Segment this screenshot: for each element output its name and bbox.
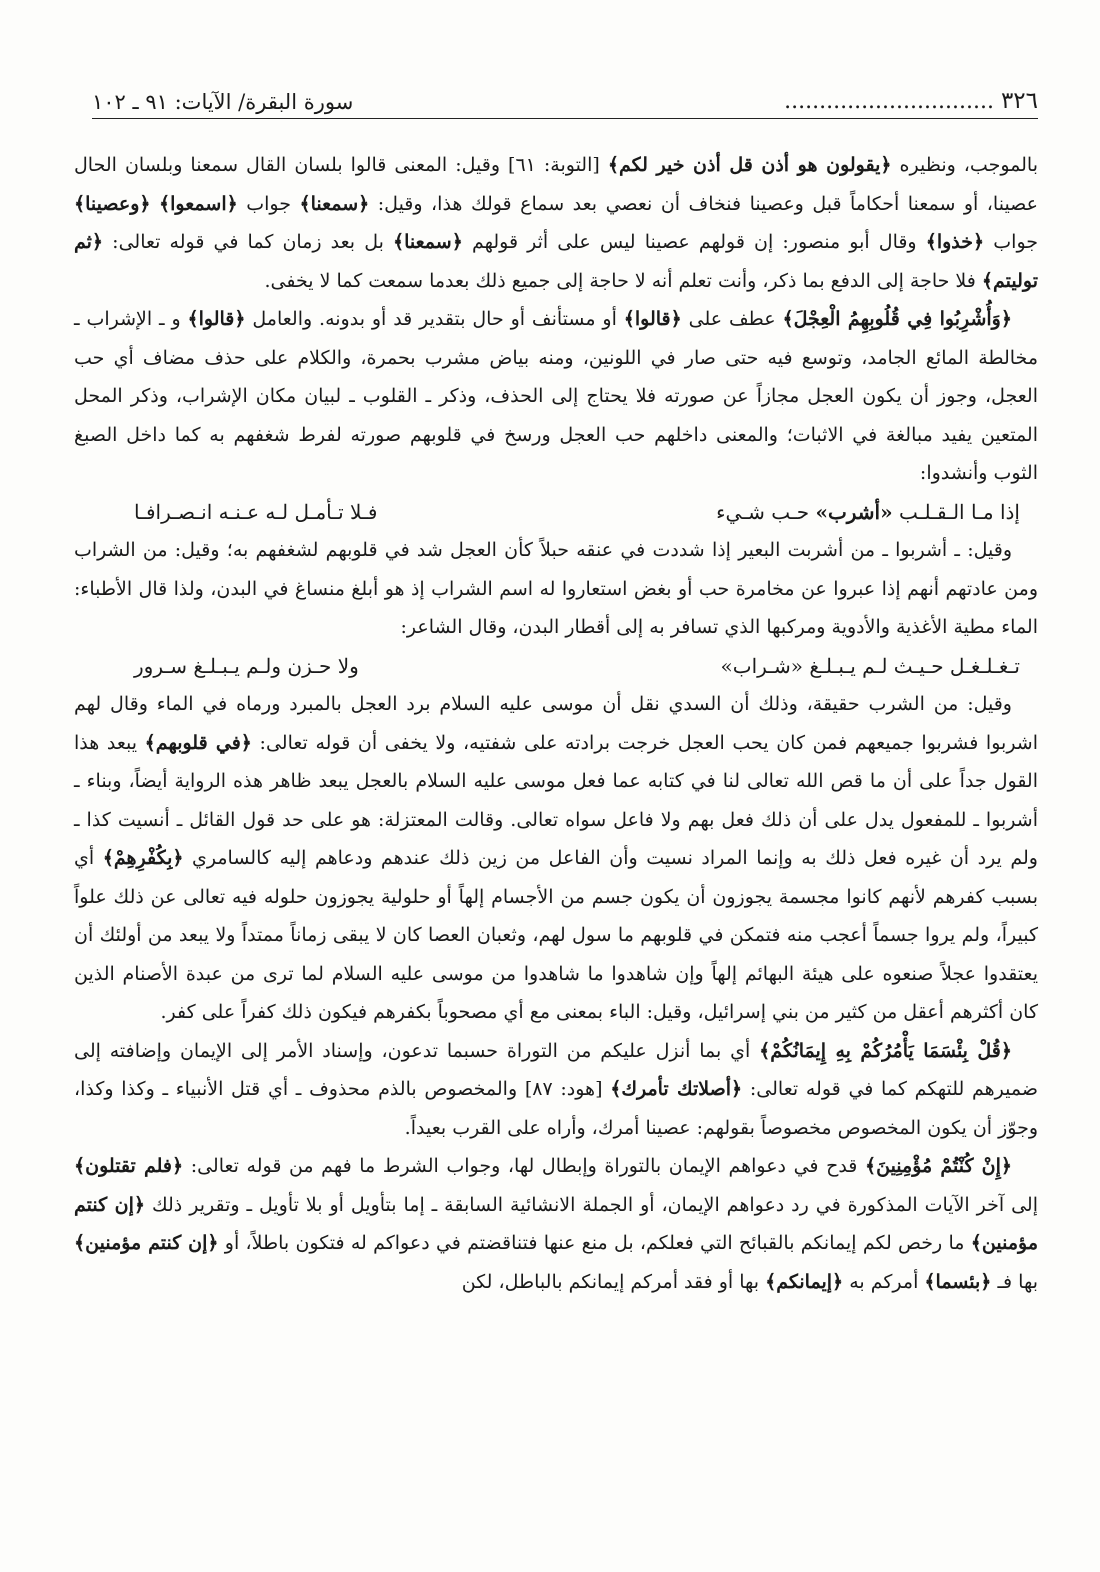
text-run [151, 193, 160, 215]
quran-quote: ﴿إيمانكم﴾ [765, 1270, 844, 1293]
quran-quote: ﴿في قلوبهم﴾ [144, 731, 252, 754]
text-run: بها أو فقد أمركم إيمانكم بالباطل، لكن [461, 1270, 766, 1293]
quran-quote: ﴿وعصينا﴾ [74, 192, 151, 215]
text-run: بل بعد زمان كما في قوله تعالى: [103, 231, 393, 253]
quran-quote: ﴿قُلْ بِئْسَمَا يَأْمُرُكُمْ بِهِ إِيمَانُكُمْ﴾ [759, 1039, 1012, 1062]
quran-quote: ﴿ثم توليتم﴾ [74, 231, 1038, 292]
quran-quote: ﴿خذوا﴾ [925, 231, 985, 253]
quran-quote: ﴿قالوا﴾ [623, 308, 682, 330]
text-run: فـلا تـأمـل لـه عـنـه انـصـرافـا [134, 499, 378, 524]
quran-quote: ﴿فلم تقتلون﴾ [74, 1155, 184, 1177]
text-run: أي بسبب كفرهم لأنهم كانوا مجسمة يجوزون أن يكون جسم من الأجسام إلهاً أو حلولية يجوزون حلوله فيه تعالى عن ذلك علواً كبيراً، ولم يروا جسماً أعجب منه فتمكن في قلوبهم ما سول لهم، وثعبان العصا كان لا يبقى زماناً ممتداً ولا يبعد من أولئك أن يعتقدوا عجلاً صنعوه على هيئة البهائم إلهاً وإن شاهدوا ما شاهدوا من موسى عليه السلام لما ترى من عبدة الأصنام الذين كان أكثرهم أعقل من كثير من بني إسرائيل، وقيل: الباء بمعنى مع أي مصحوباً بكفرهم فيكون ذلك كفراً على كفر. [74, 847, 1038, 1023]
text-run: وقيل: من الشرب حقيقة، وذلك أن السدي نقل أن موسى عليه السلام برد العجل بالمبرد ورماه في الماء وقال لهم اشربوا فشربوا جميعهم فمن كان يحب العجل خرجت برادته على شفتيه، ولا يخفى أن قوله تعالى: [74, 693, 1038, 754]
quran-quote: ﴿إِنْ كُنْتُمْ مُؤْمِنِينَ﴾ [864, 1155, 1013, 1177]
text-run: و ـ الإشراب ـ مخالطة المائع الجامد، وتوسع فيه حتى صار في اللونين، ومنه بياض مشرب بحمرة، والكلام على حذف مضاف أي حب العجل، وجوز أن يكون العجل مجازاً عن صورته فلا يحتاج إلى الحذف، وذكر ـ القلوب ـ لبيان مكان الإشراب، وذكر المحل المتعين يفيد مبالغة في الاثبات؛ والمعنى داخلهم حب العجل ورسخ في قلوبهم صورته لفرط شغفهم به كما داخل الصبغ الثوب وأنشدوا: [74, 308, 1038, 484]
quran-quote: ﴿إن كنتم مؤمنين﴾ [74, 1193, 1038, 1254]
text-run: يبعد هذا القول جداً على أن ما قص الله تعالى لنا في كتابه عما فعل موسى عليه السلام بالعجل يبعد ظاهر هذه الرواية أيضاً، وبناء ـ أشربوا ـ للمفعول يدل على أن ذلك فعل بهم ولا فاعل سواه تعالى. وقالت المعتزلة: هو على حد قول القائل ـ أنسيت كذا ـ ولم يرد أن غيره فعل ذلك به وإنما المراد نسيت وأن الفاعل من زين ذلك عندهم ودعاهم إليه كالسامري [74, 731, 1038, 869]
text-run: أو مستأنف أو حال بتقدير قد أو بدونه. والعامل [245, 308, 624, 330]
running-title-block [784, 88, 1038, 114]
quran-quote: ﴿إن كنتم مؤمنين﴾ [74, 1232, 219, 1254]
page-header [92, 80, 1038, 114]
text-run: [هود: ٨٧] والمخصوص بالذم محذوف ـ أي قتل الأنبياء ـ وكذا وكذا، وجوّز أن يكون المخصوص مخصوصاً بقولهم: عصينا أمرك، وأراه على القرب بعيداً. [74, 1078, 1038, 1139]
leader-dots: .............................. [784, 89, 994, 114]
quran-quote: ﴿وَأُشْرِبُوا فِي قُلُوبِهِمُ الْعِجْلَ﴾ [782, 308, 1012, 330]
text-run: أي بما أنزل عليكم من التوراة حسبما تدعون، وإسناد الأمر إلى الإيمان وإضافته إلى ضميرهم للتهكم كما في قوله تعالى: [74, 1039, 1038, 1100]
text-run: وقيل: ـ أشربوا ـ من أشربت البعير إذا شددت في عنقه حبلاً كأن العجل شد في قلوبهم لشغفهم به؛ وقيل: من الشراب ومن عادتهم أنهم إذا عبروا عن مخامرة حب أو بغض استعاروا له اسم الشراب إذ هو أبلغ منساغ في البدن، ولذا قال الأطباء: الماء مطية الأغذية والأدوية ومركبها الذي تسافر به إلى أقطار البدن، وقال الشاعر: [74, 539, 1038, 638]
text-run: قدح في دعواهم الإيمان بالتوراة وإبطال لها، وجواب الشرط ما فهم من قوله تعالى: [183, 1155, 865, 1177]
text-run: ما رخص لكم إيمانكم بالقبائح التي فعلكم، بل منع عنها فتناقضتم في دعواكم له فتكون باطلاً، أو [218, 1232, 971, 1254]
page-number: ٣٢٦ [1000, 88, 1038, 114]
text-run: بالموجب، ونظيره [891, 154, 1038, 176]
paragraph [74, 531, 1038, 647]
quran-quote: ﴿أصلاتك تأمرك﴾ [610, 1078, 743, 1100]
paragraph [74, 685, 1038, 1032]
quran-quote: ﴿يقولون هو أذن قل أذن خير لكم﴾ [607, 154, 892, 176]
text-run: حـب شـيء [716, 499, 816, 524]
poetry-verse [134, 493, 1020, 532]
running-title: سورة البقرة/ الآيات: ٩١ ـ ١٠٢ [92, 90, 354, 114]
paragraph [74, 1032, 1038, 1148]
text-run: أمركم به [843, 1270, 925, 1293]
poetry-verse [134, 647, 1020, 686]
verse-first-hemistich [721, 647, 1020, 686]
paragraph [74, 1147, 1038, 1301]
text-run: عطف على [681, 308, 783, 330]
text-run: تـغـلـغـل حـيـث لـم يـبـلـغ «شـراب» [720, 653, 1020, 678]
quran-quote: ﴿سمعنا﴾ [392, 231, 463, 253]
text-run: [التوبة: ٦١] وقيل: المعنى قالوا بلسان القال سمعنا وبلسان الحال عصينا، أو سمعنا أحكاماً قبل وعصينا فنخاف أن نعصي بعد سماع قولك هذا، وقيل: [74, 154, 1038, 215]
text-run: وقال أبو منصور: إن قولهم عصينا ليس على أثر قولهم [462, 231, 926, 253]
text-run: إذا مـا الـقـلـب [892, 499, 1020, 524]
text-run: جواب [984, 231, 1038, 253]
verse-second-hemistich [134, 647, 359, 686]
paragraph [74, 300, 1038, 493]
text-run: بها فـ [991, 1270, 1038, 1293]
quran-quote: ﴿قالوا﴾ [187, 308, 246, 330]
quran-quote: ﴿بئسما﴾ [924, 1270, 992, 1293]
quran-quote: ﴿سمعنا﴾ [299, 192, 370, 215]
header-rule [92, 118, 1038, 119]
page-body [74, 146, 1038, 1301]
quran-quote: «أشرب» [815, 499, 893, 524]
verse-second-hemistich [134, 493, 377, 532]
paragraph [74, 146, 1038, 300]
verse-first-hemistich [716, 493, 1020, 532]
text-run: ولا حـزن ولـم يـبـلـغ سـرور [134, 653, 359, 678]
text-run: فلا حاجة إلى الدفع بما ذكر، وأنت تعلم أنه لا حاجة إلى جميع ذلك بعدما سمعت كما لا يخفى. [264, 269, 982, 292]
quran-quote: ﴿بِكُفْرِهِمْ﴾ [102, 847, 184, 869]
text-run: جواب [237, 192, 300, 215]
quran-quote: ﴿اسمعوا﴾ [159, 192, 238, 215]
text-run: إلى آخر الآيات المذكورة في رد دعواهم الإيمان، أو الجملة الانشائية السابقة ـ إما بتأويل أو بلا تأويل ـ وتقرير ذلك [145, 1193, 1038, 1216]
